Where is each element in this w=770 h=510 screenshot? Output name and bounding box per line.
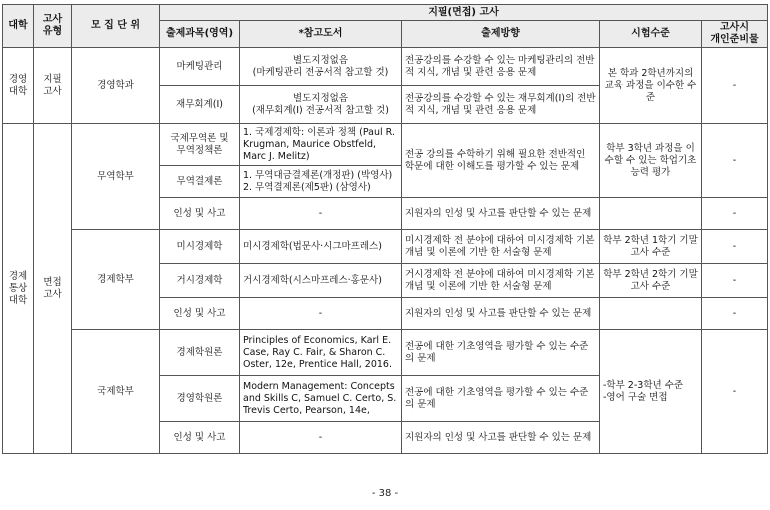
subject-cell: 재무회계(I) (160, 86, 240, 124)
level-cell: 본 학과 2학년까지의 교육 과정을 이수한 수준 (600, 48, 702, 124)
direction-cell: 지원자의 인성 및 사고를 판단할 수 있는 문제 (402, 298, 600, 330)
subject-cell: 경영학원론 (160, 376, 240, 422)
level-cell: -학부 2-3학년 수준 -영어 구술 면접 (600, 330, 702, 454)
reference-cell: 별도지정없음 (재무회계(I) 전공서적 참고할 것) (240, 86, 402, 124)
header-college: 대학 (3, 5, 34, 48)
reference-cell: 1. 국제경제학: 이론과 정책 (Paul R. Krugman, Maurice Obstfeld, Marc J. Melitz) (240, 124, 402, 166)
reference-cell: 거시경제학(시스마프레스·홍문사) (240, 264, 402, 298)
exam-type-cell: 면접 고사 (34, 124, 72, 454)
page-number: - 38 - (371, 488, 399, 499)
admission-exam-table (2, 4, 768, 454)
prep-cell: - (702, 264, 768, 298)
unit-cell: 경제학부 (72, 230, 160, 330)
subject-cell: 국제무역론 및 무역정책론 (160, 124, 240, 166)
reference-cell: - (240, 198, 402, 230)
reference-cell: - (240, 298, 402, 330)
table-row (3, 48, 768, 86)
direction-cell: 전공에 대한 기초영역을 평가할 수 있는 수준의 문제 (402, 330, 600, 376)
subject-cell: 미시경제학 (160, 230, 240, 264)
reference-cell: 별도지정없음 (마케팅관리 전공서적 참고할 것) (240, 48, 402, 86)
reference-cell: 1. 무역대금결제론(개정판) (박영사) 2. 무역결제론(제5판) (삼영사) (240, 166, 402, 198)
reference-cell: Modern Management: Concepts and Skills C, Samuel C. Certo, S. Trevis Certo, Pearson, 14e, (240, 376, 402, 422)
table-row (3, 230, 768, 264)
level-cell: 학부 2학년 2학기 기말고사 수준 (600, 264, 702, 298)
direction-cell: 지원자의 인성 및 사고를 판단할 수 있는 문제 (402, 422, 600, 454)
reference-cell: - (240, 422, 402, 454)
unit-cell: 경영학과 (72, 48, 160, 124)
header-personal-prep: 고사시 개인준비물 (702, 21, 768, 48)
unit-cell: 국제학부 (72, 330, 160, 454)
subject-cell: 거시경제학 (160, 264, 240, 298)
prep-cell: - (702, 198, 768, 230)
table-row (3, 124, 768, 166)
subject-cell: 마케팅관리 (160, 48, 240, 86)
direction-cell: 전공에 대한 기초영역을 평가할 수 있는 수준의 문제 (402, 376, 600, 422)
header-direction: 출제방향 (402, 21, 600, 48)
college-cell: 경제 통상 대학 (3, 124, 34, 454)
header-exam-type: 고사 유형 (34, 5, 72, 48)
direction-cell: 미시경제학 전 분야에 대하여 미시경제학 기본 개념 및 이론에 기반 한 서술형 문제 (402, 230, 600, 264)
prep-cell: - (702, 230, 768, 264)
subject-cell: 인성 및 사고 (160, 198, 240, 230)
header-unit: 모 집 단 위 (72, 5, 160, 48)
subject-cell: 인성 및 사고 (160, 298, 240, 330)
level-cell: 학부 2학년 1학기 기말고사 수준 (600, 230, 702, 264)
table-row (3, 330, 768, 376)
direction-cell: 전공강의를 수강할 수 있는 재무회계(I)의 전반적 지식, 개념 및 관련 응용 문제 (402, 86, 600, 124)
header-subject: 출제과목(영역) (160, 21, 240, 48)
header-level: 시험수준 (600, 21, 702, 48)
unit-cell: 무역학부 (72, 124, 160, 230)
header-exam-group: 지필(면접) 고사 (160, 5, 768, 21)
header-reference: *참고도서 (240, 21, 402, 48)
exam-type-cell: 지필 고사 (34, 48, 72, 124)
college-cell: 경영 대학 (3, 48, 34, 124)
subject-cell: 무역결제론 (160, 166, 240, 198)
level-cell (600, 198, 702, 230)
direction-cell: 전공강의를 수강할 수 있는 마케팅관리의 전반적 지식, 개념 및 관련 응용 문제 (402, 48, 600, 86)
prep-cell: - (702, 48, 768, 124)
direction-cell: 지원자의 인성 및 사고를 판단할 수 있는 문제 (402, 198, 600, 230)
direction-cell: 전공 강의를 수학하기 위해 필요한 전반적인 학문에 대한 이해도를 평가할 수 있는 문제 (402, 124, 600, 198)
prep-cell: - (702, 298, 768, 330)
level-cell (600, 298, 702, 330)
level-cell: 학부 3학년 과정을 이수할 수 있는 학업기초능력 평가 (600, 124, 702, 198)
reference-cell: 미시경제학(법문사·시그마프레스) (240, 230, 402, 264)
subject-cell: 경제학원론 (160, 330, 240, 376)
direction-cell: 거시경제학 전 분야에 대하여 미시경제학 기본 개념 및 이론에 기반 한 서술형 문제 (402, 264, 600, 298)
reference-cell: Principles of Economics, Karl E. Case, Ray C. Fair, & Sharon C. Oster, 12e, Prentice Hall, 2016. (240, 330, 402, 376)
subject-cell: 인성 및 사고 (160, 422, 240, 454)
prep-cell: - (702, 124, 768, 198)
prep-cell: - (702, 330, 768, 454)
